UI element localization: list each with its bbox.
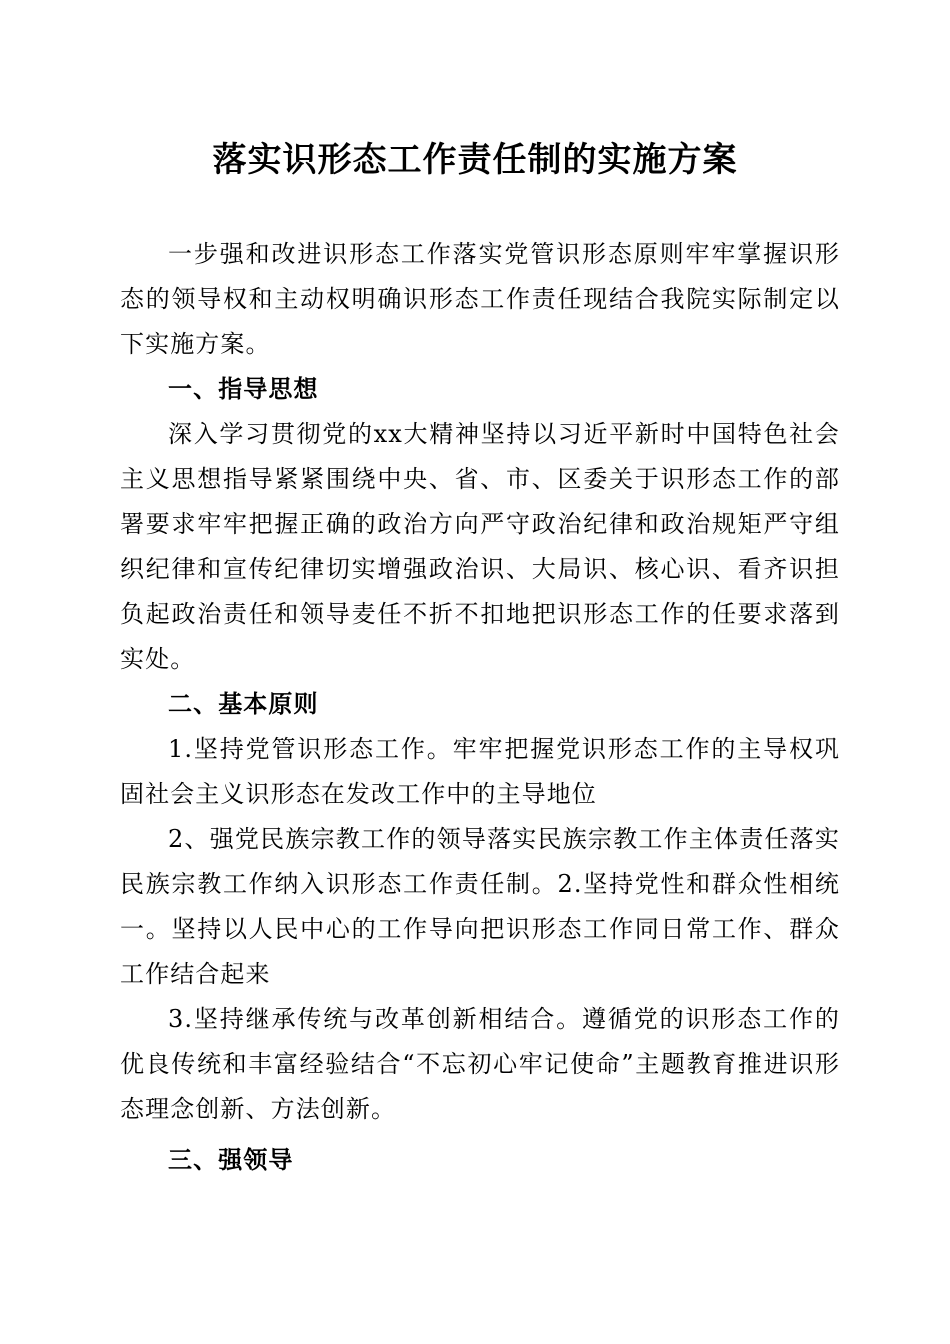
section-paragraph: 1.坚持党管识形态工作。牢牢把握党识形态工作的主导权巩固社会主义识形态在发改工作中的主导地位 — [120, 735, 840, 808]
section-paragraph: 深入学习贯彻党的xx大精神坚持以习近平新时中国特色社会主义思想指导紧紧围绕中央、省、市、区委关于识形态工作的部署要求牢牢把握正确的政治方向严守政治纪律和政治规矩严守组织纪律和宣传纪律切实增强政治识、大局识、核心识、看齐识担负起政治责任和领导麦任不折不扣地把识形态工作的任要求落到实处。 — [120, 420, 840, 673]
section-paragraph: 3.坚持继承传统与改革创新相结合。遵循党的识形态工作的优良传统和丰富经验结合“不忘初心牢记使命”主题教育推进识形态理念创新、方法创新。 — [120, 1005, 840, 1123]
section-heading-strengthen-leadership: 三、强领导 — [168, 1146, 294, 1174]
section-paragraph: 2、强党民族宗教工作的领导落实民族宗教工作主体责任落实民族宗教工作纳入识形态工作责任制。2.坚持党性和群众性相统一。坚持以人民中心的工作导向把识形态工作同日常工作、群众工作结合起来 — [120, 825, 840, 988]
section-heading-basic-principles: 二、基本原则 — [168, 690, 319, 718]
document-title: 落实识形态工作责任制的实施方案 — [212, 140, 738, 180]
section-heading-guiding-ideology: 一、指导思想 — [168, 375, 319, 403]
document-body — [120, 232, 840, 1183]
intro-paragraph: 一步强和改进识形态工作落实党管识形态原则牢牢掌握识形态的领导权和主动权明确识形态工作责任现结合我院实际制定以下实施方案。 — [120, 240, 840, 358]
